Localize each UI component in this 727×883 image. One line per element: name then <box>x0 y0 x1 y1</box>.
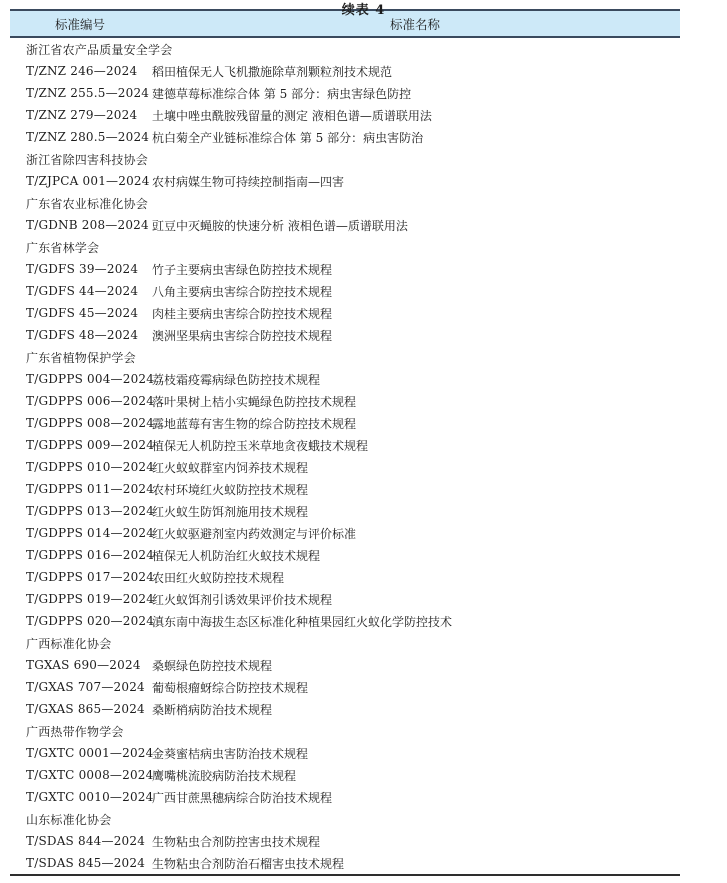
standard-name-cell: 杭白菊全产业链标准综合体 第 5 部分：病虫害防治 <box>152 130 424 145</box>
standard-row <box>10 566 680 588</box>
standard-name-cell: 桑断梢病防治技术规程 <box>152 702 273 717</box>
standard-code-cell: T/GDPPS 009—2024 <box>26 438 155 452</box>
standard-row <box>10 588 680 610</box>
standard-row <box>10 170 680 192</box>
group-label: 广西热带作物学会 <box>26 724 124 739</box>
group-label: 浙江省农产品质量安全学会 <box>26 42 173 57</box>
standard-name-cell: 建德草莓标准综合体 第 5 部分：病虫害绿色防控 <box>152 86 412 101</box>
standard-code-cell: T/SDAS 844—2024 <box>26 834 146 848</box>
standard-code-cell: T/ZNZ 280.5—2024 <box>26 130 150 144</box>
standard-name-cell: 澳洲坚果病虫害综合防控技术规程 <box>152 328 333 343</box>
standard-row <box>10 500 680 522</box>
standard-name-cell: 八角主要病虫害综合防控技术规程 <box>152 284 333 299</box>
column-header-standard-name: 标准名称 <box>389 16 440 32</box>
standard-name-cell: 红火蚁驱避剂室内药效测定与评价标准 <box>152 526 357 541</box>
standard-code-cell: T/GDPPS 004—2024 <box>26 372 155 386</box>
standards-table <box>10 9 680 876</box>
group-header-row <box>10 632 680 654</box>
group-label: 广东省植物保护学会 <box>26 350 136 365</box>
standard-code-cell: TGXAS 690—2024 <box>26 658 141 672</box>
standard-row <box>10 786 680 808</box>
standard-row <box>10 104 680 126</box>
standard-name-cell: 植保无人机防控玉米草地贪夜蛾技术规程 <box>152 438 369 453</box>
group-header-row <box>10 192 680 214</box>
standard-code-cell: T/GDPPS 020—2024 <box>26 614 155 628</box>
standard-code-cell: T/GXTC 0010—2024 <box>26 790 154 804</box>
standard-code-cell: T/GDPPS 014—2024 <box>26 526 155 540</box>
group-label: 广东省林学会 <box>26 240 100 255</box>
standard-row <box>10 610 680 632</box>
standard-name-cell: 农田红火蚁防控技术规程 <box>152 570 285 585</box>
group-header-row <box>10 38 680 60</box>
standard-row <box>10 390 680 412</box>
standard-row <box>10 126 680 148</box>
standard-name-cell: 红火蚁饵剂引诱效果评价技术规程 <box>152 592 333 607</box>
group-label: 广东省农业标准化协会 <box>26 196 149 211</box>
group-label: 广西标准化协会 <box>26 636 112 651</box>
standard-code-cell: T/SDAS 845—2024 <box>26 856 146 870</box>
standard-code-cell: T/GDPPS 019—2024 <box>26 592 155 606</box>
table-body <box>10 38 680 874</box>
standard-name-cell: 生物粘虫合剂防治石榴害虫技术规程 <box>152 856 345 871</box>
standard-row <box>10 456 680 478</box>
standard-name-cell: 滇东南中海拔生态区标准化种植果园红火蚁化学防控技术 <box>152 614 453 629</box>
standard-code-cell: T/GDPPS 016—2024 <box>26 548 155 562</box>
table-caption <box>0 0 727 18</box>
standard-name-cell: 农村病媒生物可持续控制指南—四害 <box>152 174 345 189</box>
standard-name-cell: 落叶果树上桔小实蝇绿色防控技术规程 <box>152 394 357 409</box>
standard-name-cell: 竹子主要病虫害绿色防控技术规程 <box>152 262 333 277</box>
group-header-row <box>10 720 680 742</box>
standard-name-cell: 露地蓝莓有害生物的综合防控技术规程 <box>152 416 357 431</box>
standard-code-cell: T/GDPPS 010—2024 <box>26 460 155 474</box>
standard-row <box>10 522 680 544</box>
standard-row <box>10 742 680 764</box>
standard-row <box>10 654 680 676</box>
standard-code-cell: T/ZNZ 246—2024 <box>26 64 138 78</box>
standard-code-cell: T/ZJPCA 001—2024 <box>26 174 150 188</box>
standard-code-cell: T/GDFS 44—2024 <box>26 284 139 298</box>
standard-code-cell: T/GDPPS 017—2024 <box>26 570 155 584</box>
group-label: 浙江省除四害科技协会 <box>26 152 149 167</box>
standard-row <box>10 60 680 82</box>
standard-code-cell: T/ZNZ 279—2024 <box>26 108 138 122</box>
standard-code-cell: T/GDFS 39—2024 <box>26 262 139 276</box>
standard-code-cell: T/GDNB 208—2024 <box>26 218 149 232</box>
standard-name-cell: 生物粘虫合剂防控害虫技术规程 <box>152 834 321 849</box>
standard-name-cell: 农村环境红火蚁防控技术规程 <box>152 482 309 497</box>
table-caption-text: 续表 4 <box>341 3 386 18</box>
standard-row <box>10 544 680 566</box>
standard-row <box>10 852 680 874</box>
standard-row <box>10 698 680 720</box>
standard-name-cell: 葡萄根瘤蚜综合防控技术规程 <box>152 680 309 695</box>
standard-name-cell: 金葵蜜桔病虫害防治技术规程 <box>152 746 309 761</box>
group-header-row <box>10 236 680 258</box>
group-label: 山东标准化协会 <box>26 812 112 827</box>
standard-name-cell: 植保无人机防治红火蚁技术规程 <box>152 548 321 563</box>
standard-name-cell: 桑螟绿色防控技术规程 <box>152 658 273 673</box>
standard-code-cell: T/GDFS 48—2024 <box>26 328 139 342</box>
standard-name-cell: 肉桂主要病虫害综合防控技术规程 <box>152 306 333 321</box>
standard-name-cell: 红火蚁蚁群室内饲养技术规程 <box>152 460 309 475</box>
standard-row <box>10 258 680 280</box>
standard-row <box>10 676 680 698</box>
group-header-row <box>10 808 680 830</box>
standard-code-cell: T/GDPPS 013—2024 <box>26 504 155 518</box>
standard-code-cell: T/GDPPS 006—2024 <box>26 394 155 408</box>
standard-name-cell: 广西甘蔗黑穗病综合防治技术规程 <box>152 790 333 805</box>
standard-code-cell: T/GXAS 865—2024 <box>26 702 145 716</box>
group-header-row <box>10 346 680 368</box>
standard-row <box>10 368 680 390</box>
standard-row <box>10 82 680 104</box>
standard-code-cell: T/ZNZ 255.5—2024 <box>26 86 150 100</box>
standard-name-cell: 土壤中唑虫酰胺残留量的测定 液相色谱—质谱联用法 <box>152 108 432 123</box>
standard-row <box>10 764 680 786</box>
standard-row <box>10 830 680 852</box>
standard-code-cell: T/GXTC 0001—2024 <box>26 746 154 760</box>
standard-name-cell: 红火蚁生防饵剂施用技术规程 <box>152 504 309 519</box>
group-header-row <box>10 148 680 170</box>
standard-name-cell: 鹰嘴桃流胶病防治技术规程 <box>152 768 297 783</box>
standard-row <box>10 214 680 236</box>
standard-code-cell: T/GXAS 707—2024 <box>26 680 145 694</box>
standard-name-cell: 稻田植保无人飞机撒施除草剂颗粒剂技术规范 <box>152 64 393 79</box>
standard-code-cell: T/GDFS 45—2024 <box>26 306 139 320</box>
column-header-standard-code: 标准编号 <box>54 16 105 32</box>
standard-row <box>10 412 680 434</box>
standard-code-cell: T/GDPPS 011—2024 <box>26 482 155 496</box>
standard-row <box>10 324 680 346</box>
standard-code-cell: T/GXTC 0008—2024 <box>26 768 154 782</box>
standard-row <box>10 302 680 324</box>
standard-row <box>10 280 680 302</box>
standard-code-cell: T/GDPPS 008—2024 <box>26 416 155 430</box>
standard-name-cell: 荔枝霜疫霉病绿色防控技术规程 <box>152 372 321 387</box>
standard-name-cell: 豇豆中灭蝇胺的快速分析 液相色谱—质谱联用法 <box>152 218 408 233</box>
standard-row <box>10 478 680 500</box>
standard-row <box>10 434 680 456</box>
